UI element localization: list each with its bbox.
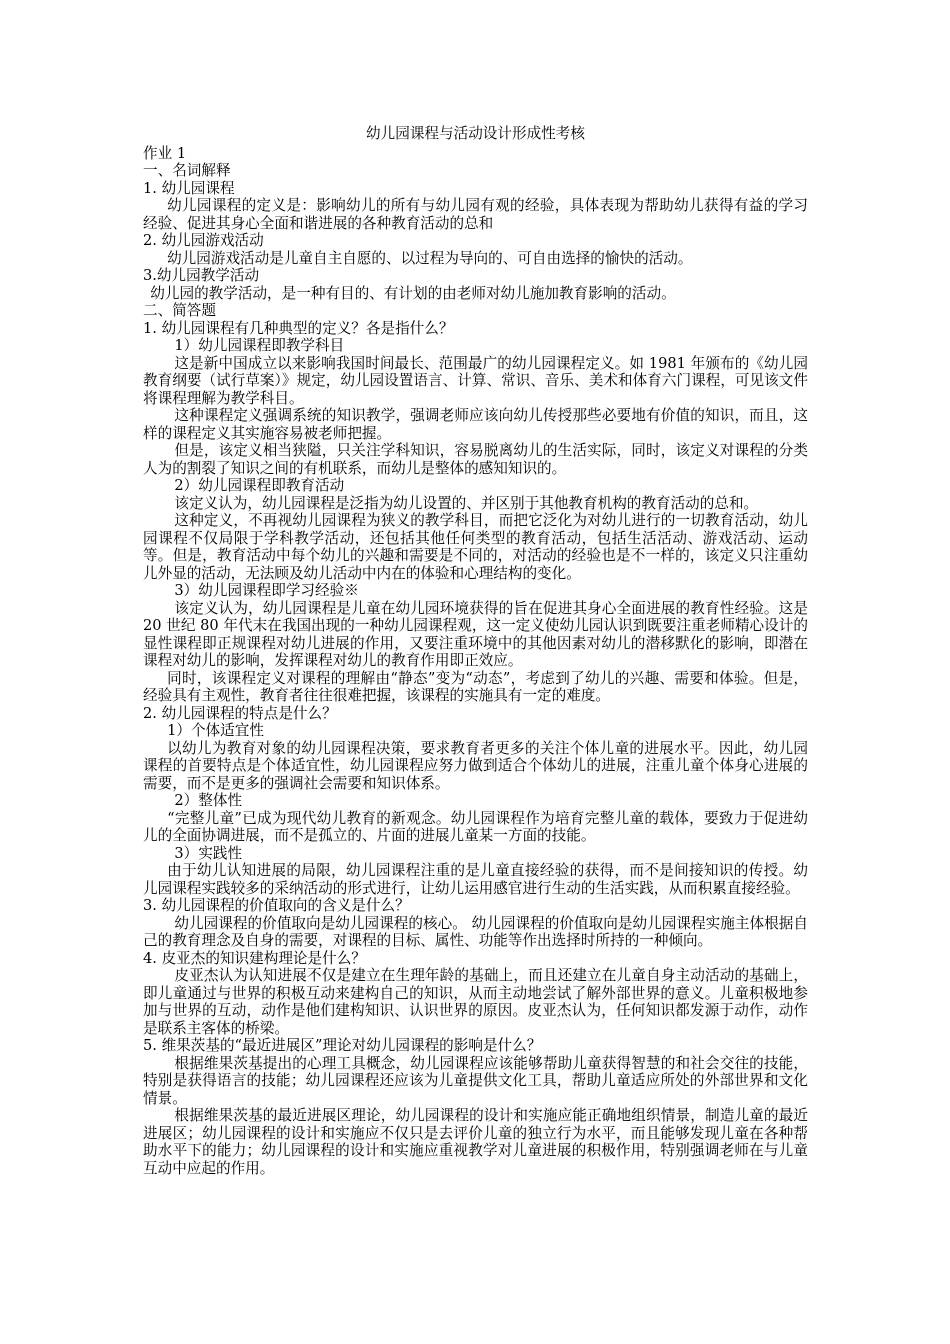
document-title: 幼儿园课程与活动设计形成性考核 [366,125,585,142]
paragraph: 该定义认为，幼儿园课程是儿童在幼儿园环境获得的旨在促进其身心全面进展的教育性经验。这是 20 世纪 80 年代末在我国出现的一种幼儿园课程观，这一定义使幼儿园认识到既要注重老师精心设计的显性课程即正规课程对幼儿进展的作用，又要注重环境中的其他因素对幼儿的潜移默化的影响，即潜在课程对幼儿的影响，发挥课程对幼儿的教育作用即正效应。 [143,599,808,669]
paragraph: 以幼儿为教育对象的幼儿园课程决策，要求教育者更多的关注个体儿童的进展水平。因此，幼儿园课程的首要特点是个体适宜性，幼儿园课程应努力做到适合个体幼儿的进展，注重儿童个体身心进展的需要，而不是更多的强调社会需要和知识体系。 [143,739,808,792]
paragraph: 但是，该定义相当狭隘，只关注学科知识，容易脱离幼儿的生活实际，同时，该定义对课程的分类人为的割裂了知识之间的有机联系，而幼儿是整体的感知知识的。 [143,442,808,477]
section-heading: 3.幼儿园教学活动 [143,267,260,284]
paragraph: 这种课程定义强调系统的知识教学，强调老师应该向幼儿传授那些必要地有价值的知识，而且，这样的课程定义其实施容易被老师把握。 [143,407,808,442]
paragraph: 幼儿园游戏活动是儿童自主自愿的、以过程为导向的、可自由选择的愉快的活动。 [167,249,693,267]
paragraph: 1）幼儿园课程即教学科目 [174,337,345,354]
paragraph: 根据维果茨基提出的心理工具概念，幼儿园课程应该能够帮助儿童获得智慧的和社会交往的技能，特别是获得语言的技能；幼儿园课程还应该为儿童提供文化工具，帮助儿童适应所处的外部世界和文化情景。 [143,1054,808,1107]
section-heading: 5. 维果茨基的“最近进展区”理论对幼儿园课程的影响是什么？ [143,1037,542,1054]
section-heading: 1. 幼儿园课程有几种典型的定义？各是指什么？ [143,319,454,337]
paragraph: 这是新中国成立以来影响我国时间最长、范围最广的幼儿园课程定义。如 1981 年颁布的《幼儿园教育纲要（试行草案）》规定，幼儿园设置语言、计算、常识、音乐、美术和体育六门课程，可见该文件将课程理解为教学科目。 [143,354,808,407]
section-heading: 2. 幼儿园课程的特点是什么？ [143,704,337,722]
paragraph: 皮亚杰认为认知进展不仅是建立在生理年龄的基础上，而且还建立在儿童自身主动活动的基础上，即儿童通过与世界的积极互动来建构自己的知识，从而主动地尝试了解外部世界的意义。儿童积极地参加与世界的互动，动作是他们建构知识、认识世界的原因。皮亚杰认为，任何知识都发源于动作，动作是联系主客体的桥梁。 [143,967,808,1037]
paragraph: “完整儿童”已成为现代幼儿教育的新观念。幼儿园课程作为培育完整儿童的载体，要致力于促进幼儿的全面协调进展，而不是孤立的、片面的进展儿童某一方面的技能。 [143,809,808,844]
paragraph: 同时，该课程定义对课程的理解由“静态”变为“动态”，考虑到了幼儿的兴趣、需要和体验。但是，经验具有主观性，教育者往往很难把握，该课程的实施具有一定的难度。 [143,669,808,704]
paragraph: 3）实践性 [174,844,243,862]
document-body [143,145,808,1178]
section-heading: 2. 幼儿园游戏活动 [143,232,264,249]
section-heading: 3. 幼儿园课程的价值取向的含义是什么？ [143,897,410,914]
section-heading: 二、简答题 [143,302,216,319]
section-heading: 作业 1 [143,144,187,162]
paragraph: 2）整体性 [174,792,243,809]
paragraph: 该定义认为，幼儿园课程是泛指为幼儿设置的、并区别于其他教育机构的教育活动的总和。 [174,494,759,512]
paragraph: 幼儿园的教学活动，是一种有目的、有计划的由老师对幼儿施加教育影响的活动。 [150,284,676,302]
document-page [143,125,808,1177]
paragraph: 2）幼儿园课程即教育活动 [174,477,345,494]
paragraph: 这种定义，不再视幼儿园课程为狭义的教学科目，而把它泛化为对幼儿进行的一切教育活动，幼儿园课程不仅局限于学科教学活动，还包括其他任何类型的教育活动，包括生活活动、游戏活动、运动等。但是，教育活动中每个幼儿的兴趣和需要是不同的，对活动的经验也是不一样的，该定义只注重幼儿外显的活动，无法顾及幼儿活动中内在的体验和心理结构的变化。 [143,512,808,582]
section-heading: 一、名词解释 [143,162,231,179]
section-heading: 4. 皮亚杰的知识建构理论是什么？ [143,949,366,967]
paragraph: 1）个体适宜性 [167,722,264,739]
section-heading: 1. 幼儿园课程 [143,179,235,197]
paragraph: 3）幼儿园课程即学习经验※ [174,582,359,599]
paragraph: 幼儿园课程的价值取向是幼儿园课程的核心。 幼儿园课程的价值取向是幼儿园课程实施主体根据自己的教育理念及自身的需要，对课程的目标、属性、功能等作出选择时所持的一种倾向。 [143,914,808,949]
paragraph: 由于幼儿认知进展的局限，幼儿园课程注重的是儿童直接经验的获得，而不是间接知识的传授。幼儿园课程实践较多的采纳活动的形式进行，让幼儿运用感官进行生动的生活实践，从而积累直接经验。 [143,862,808,897]
paragraph: 根据维果茨基的最近进展区理论，幼儿园课程的设计和实施应能正确地组织情景，制造儿童的最近进展区；幼儿园课程的设计和实施应不仅只是去评价儿童的独立行为水平，而且能够发现儿童在各种帮助水平下的能力；幼儿园课程的设计和实施应重视教学对儿童进展的积极作用，特别强调老师在与儿童互动中应起的作用。 [143,1107,808,1177]
paragraph: 幼儿园课程的定义是：影响幼儿的所有与幼儿园有观的经验，具体表现为帮助幼儿获得有益的学习经验、促进其身心全面和谐进展的各种教育活动的总和 [143,197,808,232]
